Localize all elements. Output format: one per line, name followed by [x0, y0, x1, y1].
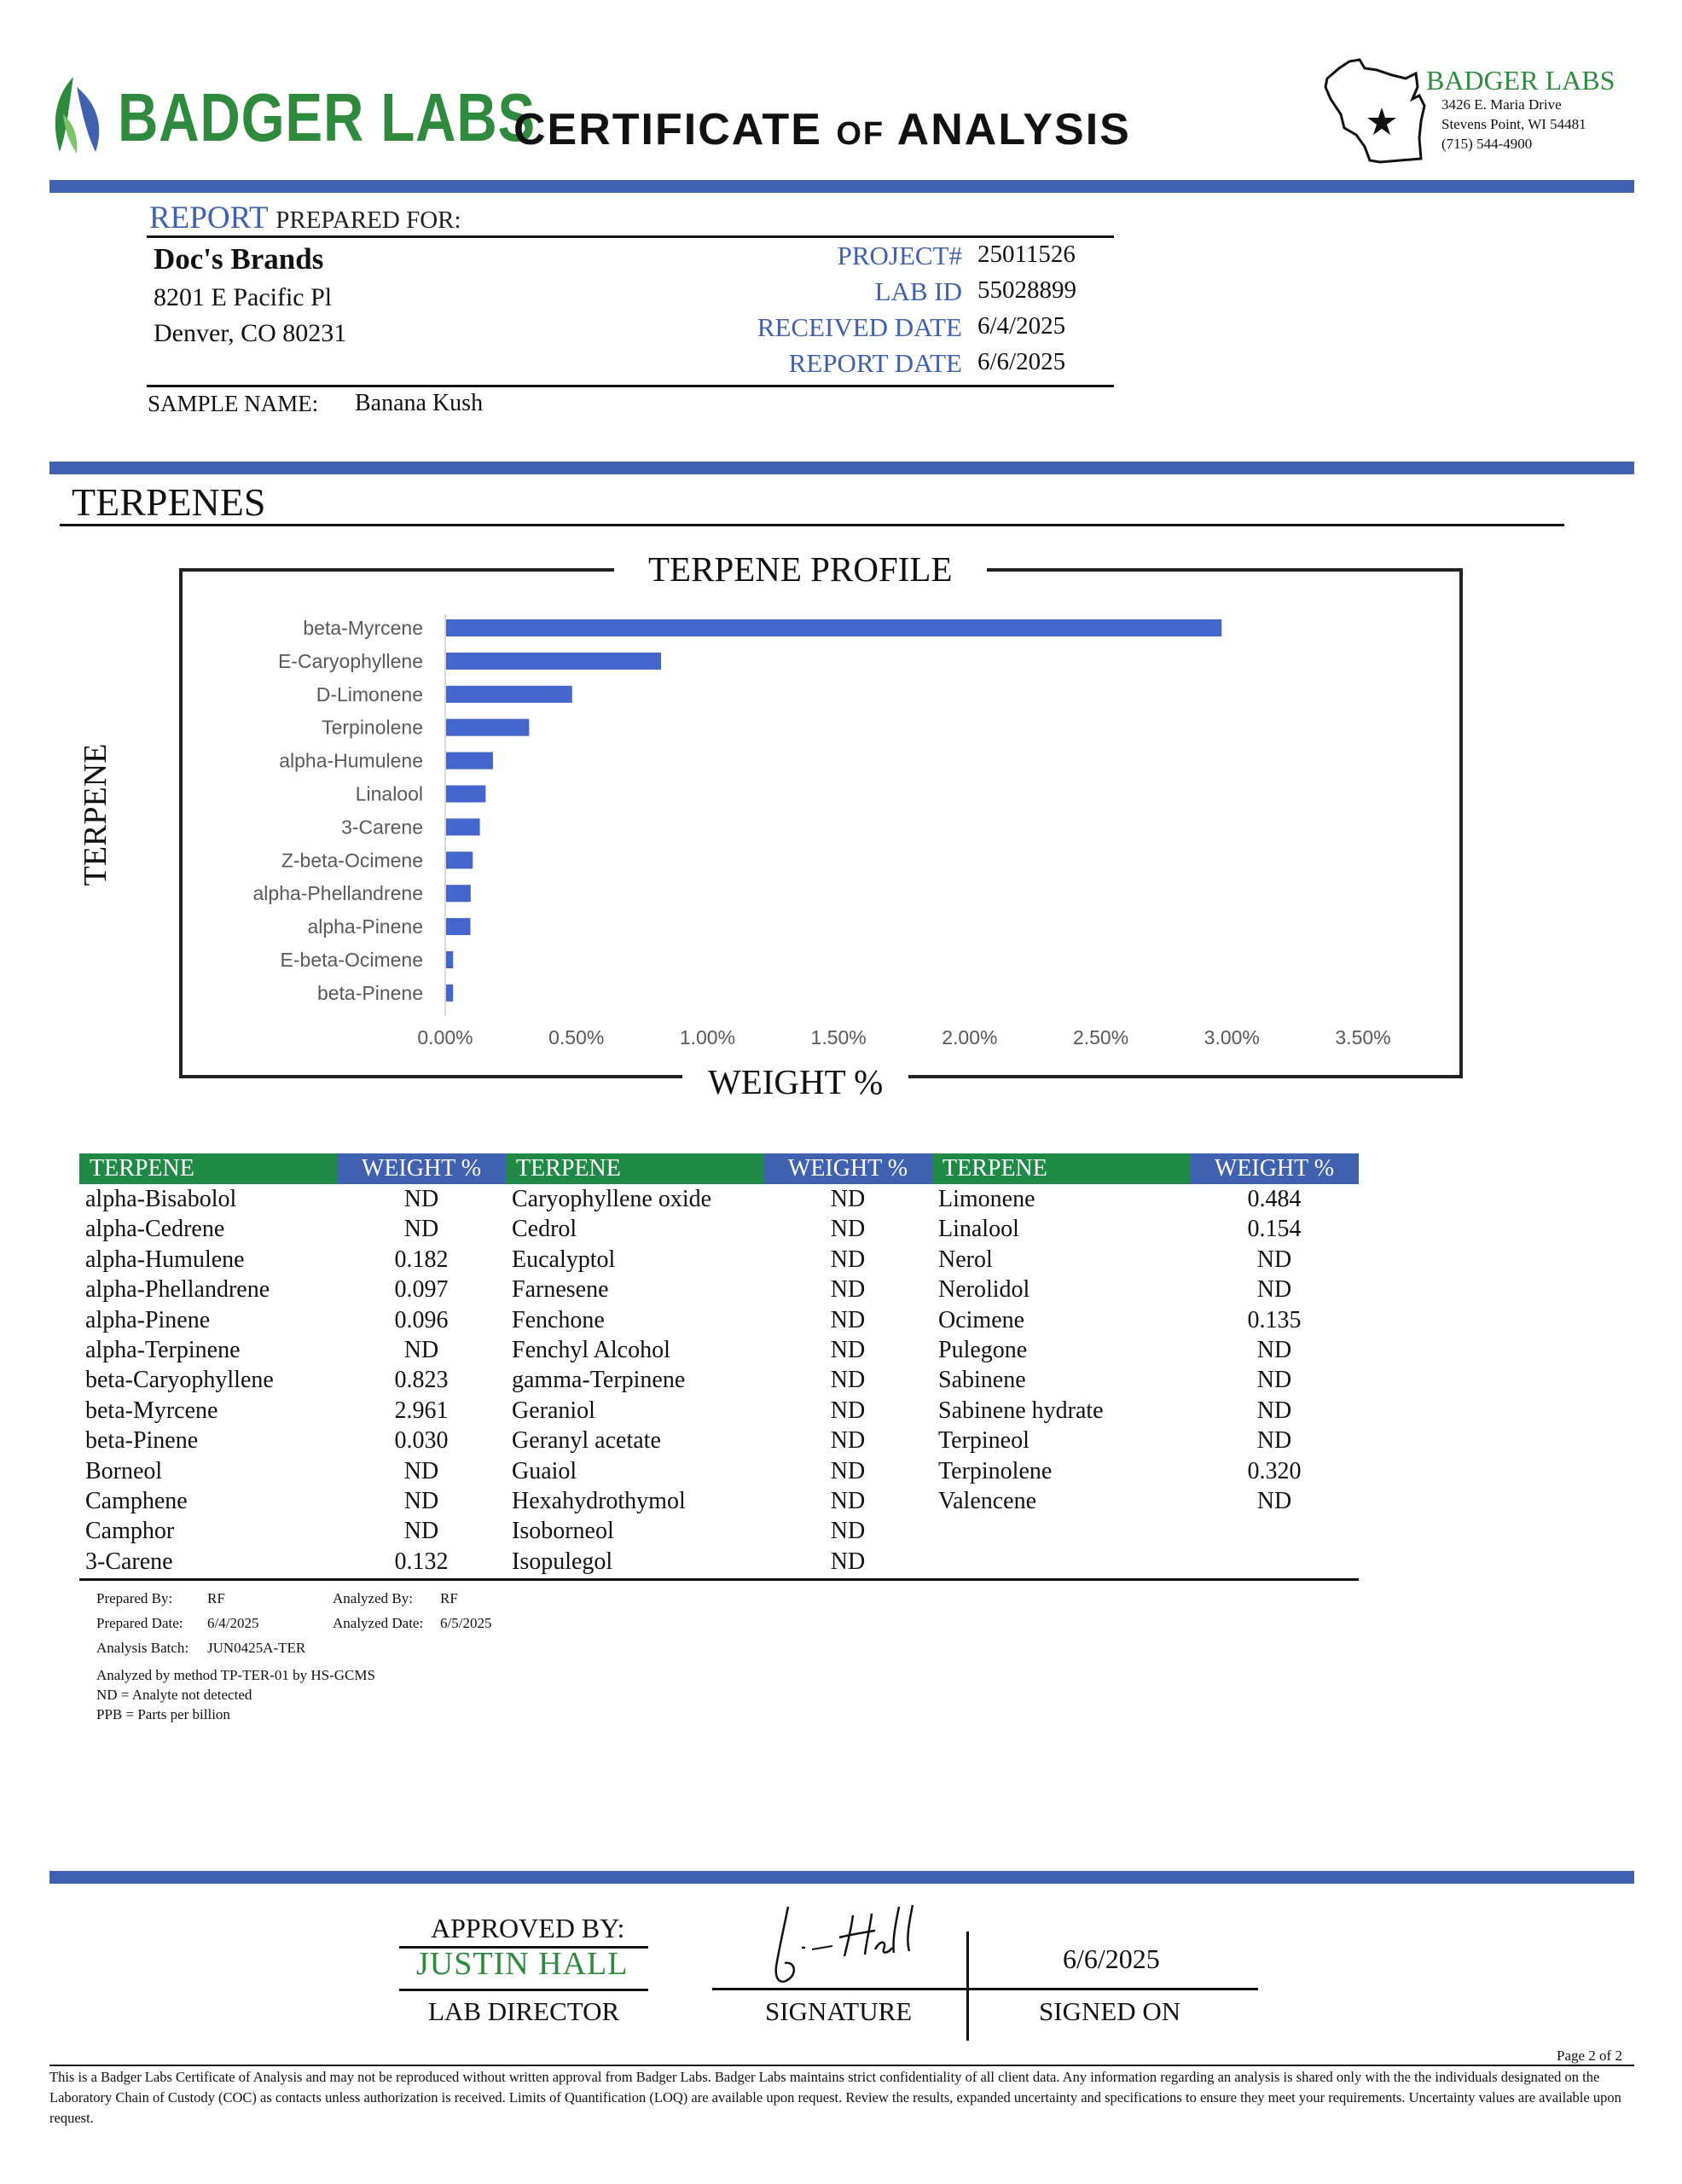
table-row: [79, 1486, 506, 1516]
table-row: [79, 1305, 506, 1335]
analysis-batch-label: Analysis Batch:: [96, 1640, 189, 1656]
table-row: [79, 1426, 506, 1455]
chart-category-label: beta-Myrcene: [303, 617, 423, 639]
weight-percent-cell: 0.097: [394, 1276, 449, 1304]
terpene-name-cell: gamma-Terpinene: [512, 1367, 686, 1394]
table-row: [932, 1184, 1359, 1214]
weight-percent-cell: ND: [403, 1336, 439, 1363]
chart-category-label: alpha-Pinene: [307, 915, 423, 938]
terpene-name-cell: alpha-Bisabolol: [85, 1186, 237, 1212]
chart-category-label: Z-beta-Ocimene: [281, 849, 423, 872]
chart-category-label: 3-Carene: [341, 816, 423, 839]
signature-rule: [712, 1988, 1258, 1990]
header-divider: [49, 180, 1634, 193]
terpene-name-cell: Camphor: [85, 1518, 175, 1545]
title-part-of: OF: [836, 116, 885, 152]
section-title-terpenes: TERPENES: [72, 480, 266, 524]
weight-percent-cell: ND: [830, 1457, 866, 1484]
handwritten-signature: [751, 1898, 938, 1992]
results-table-bottom-rule: [79, 1578, 1359, 1581]
approved-by-label: APPROVED BY:: [431, 1913, 625, 1943]
terpene-name-cell: Fenchone: [512, 1306, 605, 1333]
badger-labs-leaf-logo-icon: [48, 73, 107, 155]
table-row: [932, 1275, 1359, 1304]
terpene-name-cell: Isoborneol: [512, 1518, 614, 1545]
chart-tick-label: 2.50%: [1072, 1026, 1129, 1048]
chart-category-label: D-Limonene: [316, 682, 423, 706]
nd-definition: ND = Analyte not detected: [96, 1687, 252, 1703]
chart-category-label: alpha-Humulene: [279, 749, 423, 772]
header-weight-3: WEIGHT %: [1190, 1153, 1359, 1184]
table-row: [506, 1456, 932, 1486]
terpene-name-cell: Camphene: [85, 1487, 188, 1514]
table-row: [79, 1184, 506, 1214]
weight-percent-cell: ND: [830, 1336, 866, 1363]
client-address-city: Denver, CO 80231: [154, 319, 347, 347]
weight-percent-cell: 2.961: [394, 1397, 449, 1424]
header-terpene-3: TERPENE: [932, 1153, 1190, 1184]
signature-label: SIGNATURE: [765, 1996, 913, 2026]
chart-tick-label: 3.50%: [1335, 1026, 1391, 1048]
results-column-1: [79, 1184, 506, 1577]
results-table-header: [79, 1153, 1359, 1184]
weight-percent-cell: ND: [830, 1367, 866, 1394]
weight-percent-cell: ND: [1256, 1397, 1292, 1424]
table-row: [506, 1486, 932, 1516]
analysis-batch-value: JUN0425A-TER: [207, 1640, 306, 1656]
terpene-name-cell: Fenchyl Alcohol: [512, 1336, 670, 1363]
table-row: [79, 1547, 506, 1577]
badger-labs-logo-text: BADGER LABS: [118, 79, 536, 155]
weight-percent-cell: ND: [403, 1457, 439, 1484]
weight-percent-cell: ND: [830, 1216, 866, 1243]
weight-percent-cell: 0.823: [394, 1367, 449, 1394]
disclaimer-rule: [49, 2065, 1634, 2066]
lab-address-street: 3426 E. Maria Drive: [1441, 96, 1562, 113]
weight-percent-cell: ND: [403, 1487, 439, 1514]
weight-percent-cell: ND: [830, 1186, 866, 1212]
report-prepared-for-heading: [149, 200, 461, 236]
table-row: [79, 1214, 506, 1244]
page-number: Page 2 of 2: [1557, 2048, 1622, 2064]
chart-category-label: E-Caryophyllene: [277, 649, 423, 672]
terpene-name-cell: Linalool: [938, 1216, 1019, 1243]
chart-tick-label: 0.50%: [548, 1026, 605, 1048]
chart-bar: [446, 686, 572, 703]
chart-tick-label: 1.50%: [810, 1026, 867, 1048]
terpene-name-cell: Terpineol: [938, 1427, 1030, 1455]
table-row: [506, 1245, 932, 1275]
chart-tick-label: 1.00%: [679, 1026, 736, 1048]
chart-bar: [446, 885, 471, 902]
table-row: [932, 1426, 1359, 1455]
weight-percent-cell: ND: [1256, 1246, 1292, 1273]
table-row: [932, 1335, 1359, 1365]
weight-percent-cell: ND: [1256, 1427, 1292, 1455]
table-row: [506, 1547, 932, 1577]
weight-percent-cell: ND: [403, 1186, 439, 1212]
terpene-name-cell: alpha-Phellandrene: [85, 1276, 270, 1304]
terpene-name-cell: Nerol: [938, 1246, 993, 1273]
chart-bar: [446, 653, 661, 670]
weight-percent-cell: ND: [830, 1427, 866, 1455]
lab-phone: (715) 544-4900: [1441, 136, 1533, 152]
table-row: [932, 1305, 1359, 1335]
terpene-name-cell: Farnesene: [512, 1276, 609, 1304]
signed-date-value: 6/6/2025: [1063, 1943, 1160, 1974]
wisconsin-map-icon: [1320, 56, 1431, 169]
prepared-date-value: 6/4/2025: [207, 1615, 259, 1631]
terpene-name-cell: beta-Pinene: [85, 1427, 199, 1455]
approver-name: JUSTIN HALL: [416, 1946, 629, 1982]
table-row: [79, 1245, 506, 1275]
terpene-name-cell: Borneol: [85, 1457, 163, 1484]
weight-percent-cell: ND: [830, 1548, 866, 1575]
weight-percent-cell: ND: [830, 1276, 866, 1304]
weight-percent-cell: ND: [1256, 1367, 1292, 1394]
terpene-name-cell: Cedrol: [512, 1216, 577, 1243]
received-date-value: 6/4/2025: [977, 312, 1066, 340]
method-note: Analyzed by method TP-TER-01 by HS-GCMS: [96, 1667, 375, 1683]
table-row: [932, 1486, 1359, 1516]
lab-id-label: LAB ID: [874, 276, 962, 306]
chart-tick-label: 3.00%: [1204, 1026, 1260, 1048]
chart-bar: [446, 918, 471, 935]
weight-percent-cell: ND: [830, 1397, 866, 1424]
weight-percent-cell: ND: [1256, 1336, 1292, 1363]
table-row: [506, 1396, 932, 1426]
analyzed-date-label: Analyzed Date:: [333, 1615, 424, 1631]
title-part-analysis: ANALYSIS: [896, 105, 1131, 154]
table-row: [506, 1335, 932, 1365]
terpene-name-cell: Sabinene: [938, 1367, 1026, 1394]
table-row: [79, 1365, 506, 1395]
lab-name: BADGER LABS: [1426, 65, 1615, 96]
terpene-name-cell: Eucalyptol: [512, 1246, 616, 1273]
chart-bar: [446, 951, 453, 968]
report-date-label: REPORT DATE: [788, 348, 962, 378]
chart-y-axis-label: TERPENE: [77, 718, 114, 912]
terpene-name-cell: 3-Carene: [85, 1548, 173, 1575]
chart-category-label: E-beta-Ocimene: [280, 949, 423, 971]
signed-on-label: SIGNED ON: [1039, 1996, 1181, 2026]
sample-name-value: Banana Kush: [355, 390, 484, 416]
terpene-name-cell: Caryophyllene oxide: [512, 1186, 712, 1212]
received-date-label: RECEIVED DATE: [757, 312, 962, 342]
terpene-name-cell: Isopulegol: [512, 1548, 613, 1575]
chart-category-label: beta-Pinene: [316, 981, 423, 1004]
approver-name-rule: [399, 1989, 648, 1991]
weight-percent-cell: 0.320: [1247, 1457, 1302, 1484]
chart-bar: [446, 851, 473, 868]
terpene-name-cell: Geranyl acetate: [512, 1427, 661, 1455]
report-date-value: 6/6/2025: [977, 348, 1066, 375]
terpene-name-cell: Valencene: [938, 1487, 1037, 1514]
chart-bar: [446, 985, 453, 1002]
project-number-label: PROJECT#: [837, 241, 962, 270]
table-row: [932, 1396, 1359, 1426]
prepared-by-value: RF: [207, 1590, 225, 1606]
document-title: [513, 104, 1131, 155]
terpene-name-cell: Geraniol: [512, 1397, 595, 1424]
terpene-name-cell: alpha-Humulene: [85, 1246, 245, 1273]
header-weight-2: WEIGHT %: [763, 1153, 932, 1184]
weight-percent-cell: ND: [1256, 1276, 1292, 1304]
prepared-for-label: PREPARED FOR:: [276, 206, 461, 234]
prepared-by-label: Prepared By:: [96, 1590, 173, 1606]
title-part-certificate: CERTIFICATE: [513, 105, 822, 154]
chart-category-label: alpha-Phellandrene: [252, 882, 423, 905]
terpene-profile-chart: [205, 597, 1416, 1058]
section-divider: [49, 462, 1634, 474]
table-row: [932, 1214, 1359, 1244]
lab-address-city: Stevens Point, WI 54481: [1441, 116, 1586, 132]
terpene-name-cell: Limonene: [938, 1186, 1035, 1212]
weight-percent-cell: 0.096: [394, 1306, 449, 1333]
header-terpene-1: TERPENE: [79, 1153, 337, 1184]
weight-percent-cell: ND: [830, 1246, 866, 1273]
results-column-2: [506, 1184, 932, 1577]
chart-bar: [446, 786, 485, 803]
table-row: [932, 1456, 1359, 1486]
table-row: [79, 1456, 506, 1486]
weight-percent-cell: 0.182: [394, 1246, 449, 1273]
table-row: [506, 1305, 932, 1335]
chart-bar: [446, 752, 493, 770]
terpene-name-cell: Nerolidol: [938, 1276, 1030, 1304]
header-weight-1: WEIGHT %: [337, 1153, 506, 1184]
project-number-value: 25011526: [977, 241, 1076, 268]
terpene-name-cell: Sabinene hydrate: [938, 1397, 1104, 1424]
report-bottom-rule: [147, 385, 1114, 387]
weight-percent-cell: ND: [830, 1306, 866, 1333]
chart-tick-label: 2.00%: [942, 1026, 998, 1048]
report-top-rule: [147, 235, 1114, 238]
weight-percent-cell: 0.030: [394, 1427, 449, 1455]
weight-percent-cell: 0.135: [1247, 1306, 1302, 1333]
approver-title: LAB DIRECTOR: [428, 1996, 620, 2026]
weight-percent-cell: ND: [403, 1518, 439, 1545]
client-address-street: 8201 E Pacific Pl: [154, 283, 333, 311]
table-row: [79, 1396, 506, 1426]
weight-percent-cell: ND: [1256, 1487, 1292, 1514]
weight-percent-cell: 0.132: [394, 1548, 449, 1575]
table-row: [506, 1365, 932, 1395]
terpene-name-cell: alpha-Terpinene: [85, 1336, 241, 1363]
table-row: [506, 1214, 932, 1244]
terpene-name-cell: Guaiol: [512, 1457, 577, 1484]
weight-percent-cell: 0.484: [1247, 1186, 1302, 1212]
client-name: Doc's Brands: [154, 242, 324, 276]
terpene-name-cell: Terpinolene: [938, 1457, 1053, 1484]
table-row: [932, 1245, 1359, 1275]
signature-divider: [966, 1931, 969, 2041]
report-label: REPORT: [149, 200, 268, 235]
footer-divider: [49, 1871, 1634, 1884]
chart-bar: [446, 818, 480, 835]
table-row: [506, 1184, 932, 1214]
terpene-name-cell: Hexahydrothymol: [512, 1487, 686, 1514]
sample-name-label: SAMPLE NAME:: [148, 391, 319, 416]
weight-percent-cell: ND: [830, 1487, 866, 1514]
chart-category-label: Linalool: [355, 782, 423, 805]
chart-x-axis-label: WEIGHT %: [682, 1061, 908, 1102]
table-row: [79, 1275, 506, 1304]
chart-title: TERPENE PROFILE: [614, 549, 987, 590]
terpene-name-cell: alpha-Cedrene: [85, 1216, 225, 1243]
chart-category-label: Terpinolene: [322, 716, 423, 739]
table-row: [932, 1365, 1359, 1395]
table-row: [506, 1516, 932, 1546]
analyzed-by-label: Analyzed By:: [333, 1590, 413, 1606]
lab-id-value: 55028899: [977, 276, 1076, 304]
table-row: [506, 1275, 932, 1304]
analyzed-by-value: RF: [440, 1590, 458, 1606]
terpene-name-cell: beta-Myrcene: [85, 1397, 218, 1424]
section-title-rule: [60, 524, 1564, 526]
table-row: [79, 1516, 506, 1546]
disclaimer-text: This is a Badger Labs Certificate of Analysis and may not be reproduced without written approval from Badger Labs. Badger Labs maintains strict confidentiality of all client data. Any information regarding an analysis is shared only with the the individuals designated on the Laboratory Chain of Custody (COC) as contacts unless authorization is received. Limits of Quantification (LOQ) are available upon request. Review the results, expanded uncertainty and specifications to ensure they meet your requirements. Uncertainty values are available upon request.: [49, 2069, 1621, 2126]
header-terpene-2: TERPENE: [506, 1153, 763, 1184]
ppb-definition: PPB = Parts per billion: [96, 1706, 230, 1722]
analyzed-date-value: 6/5/2025: [440, 1615, 492, 1631]
weight-percent-cell: ND: [403, 1216, 439, 1243]
table-row: [506, 1426, 932, 1455]
chart-tick-label: 0.00%: [417, 1026, 473, 1048]
terpene-name-cell: alpha-Pinene: [85, 1306, 211, 1333]
results-column-3: [932, 1184, 1359, 1516]
prepared-date-label: Prepared Date:: [96, 1615, 183, 1631]
terpene-name-cell: beta-Caryophyllene: [85, 1367, 274, 1394]
chart-bar: [446, 619, 1221, 636]
table-row: [79, 1335, 506, 1365]
weight-percent-cell: ND: [830, 1518, 866, 1545]
weight-percent-cell: 0.154: [1247, 1216, 1302, 1243]
terpene-name-cell: Ocimene: [938, 1306, 1025, 1333]
chart-bar: [446, 719, 529, 736]
terpene-name-cell: Pulegone: [938, 1336, 1028, 1363]
